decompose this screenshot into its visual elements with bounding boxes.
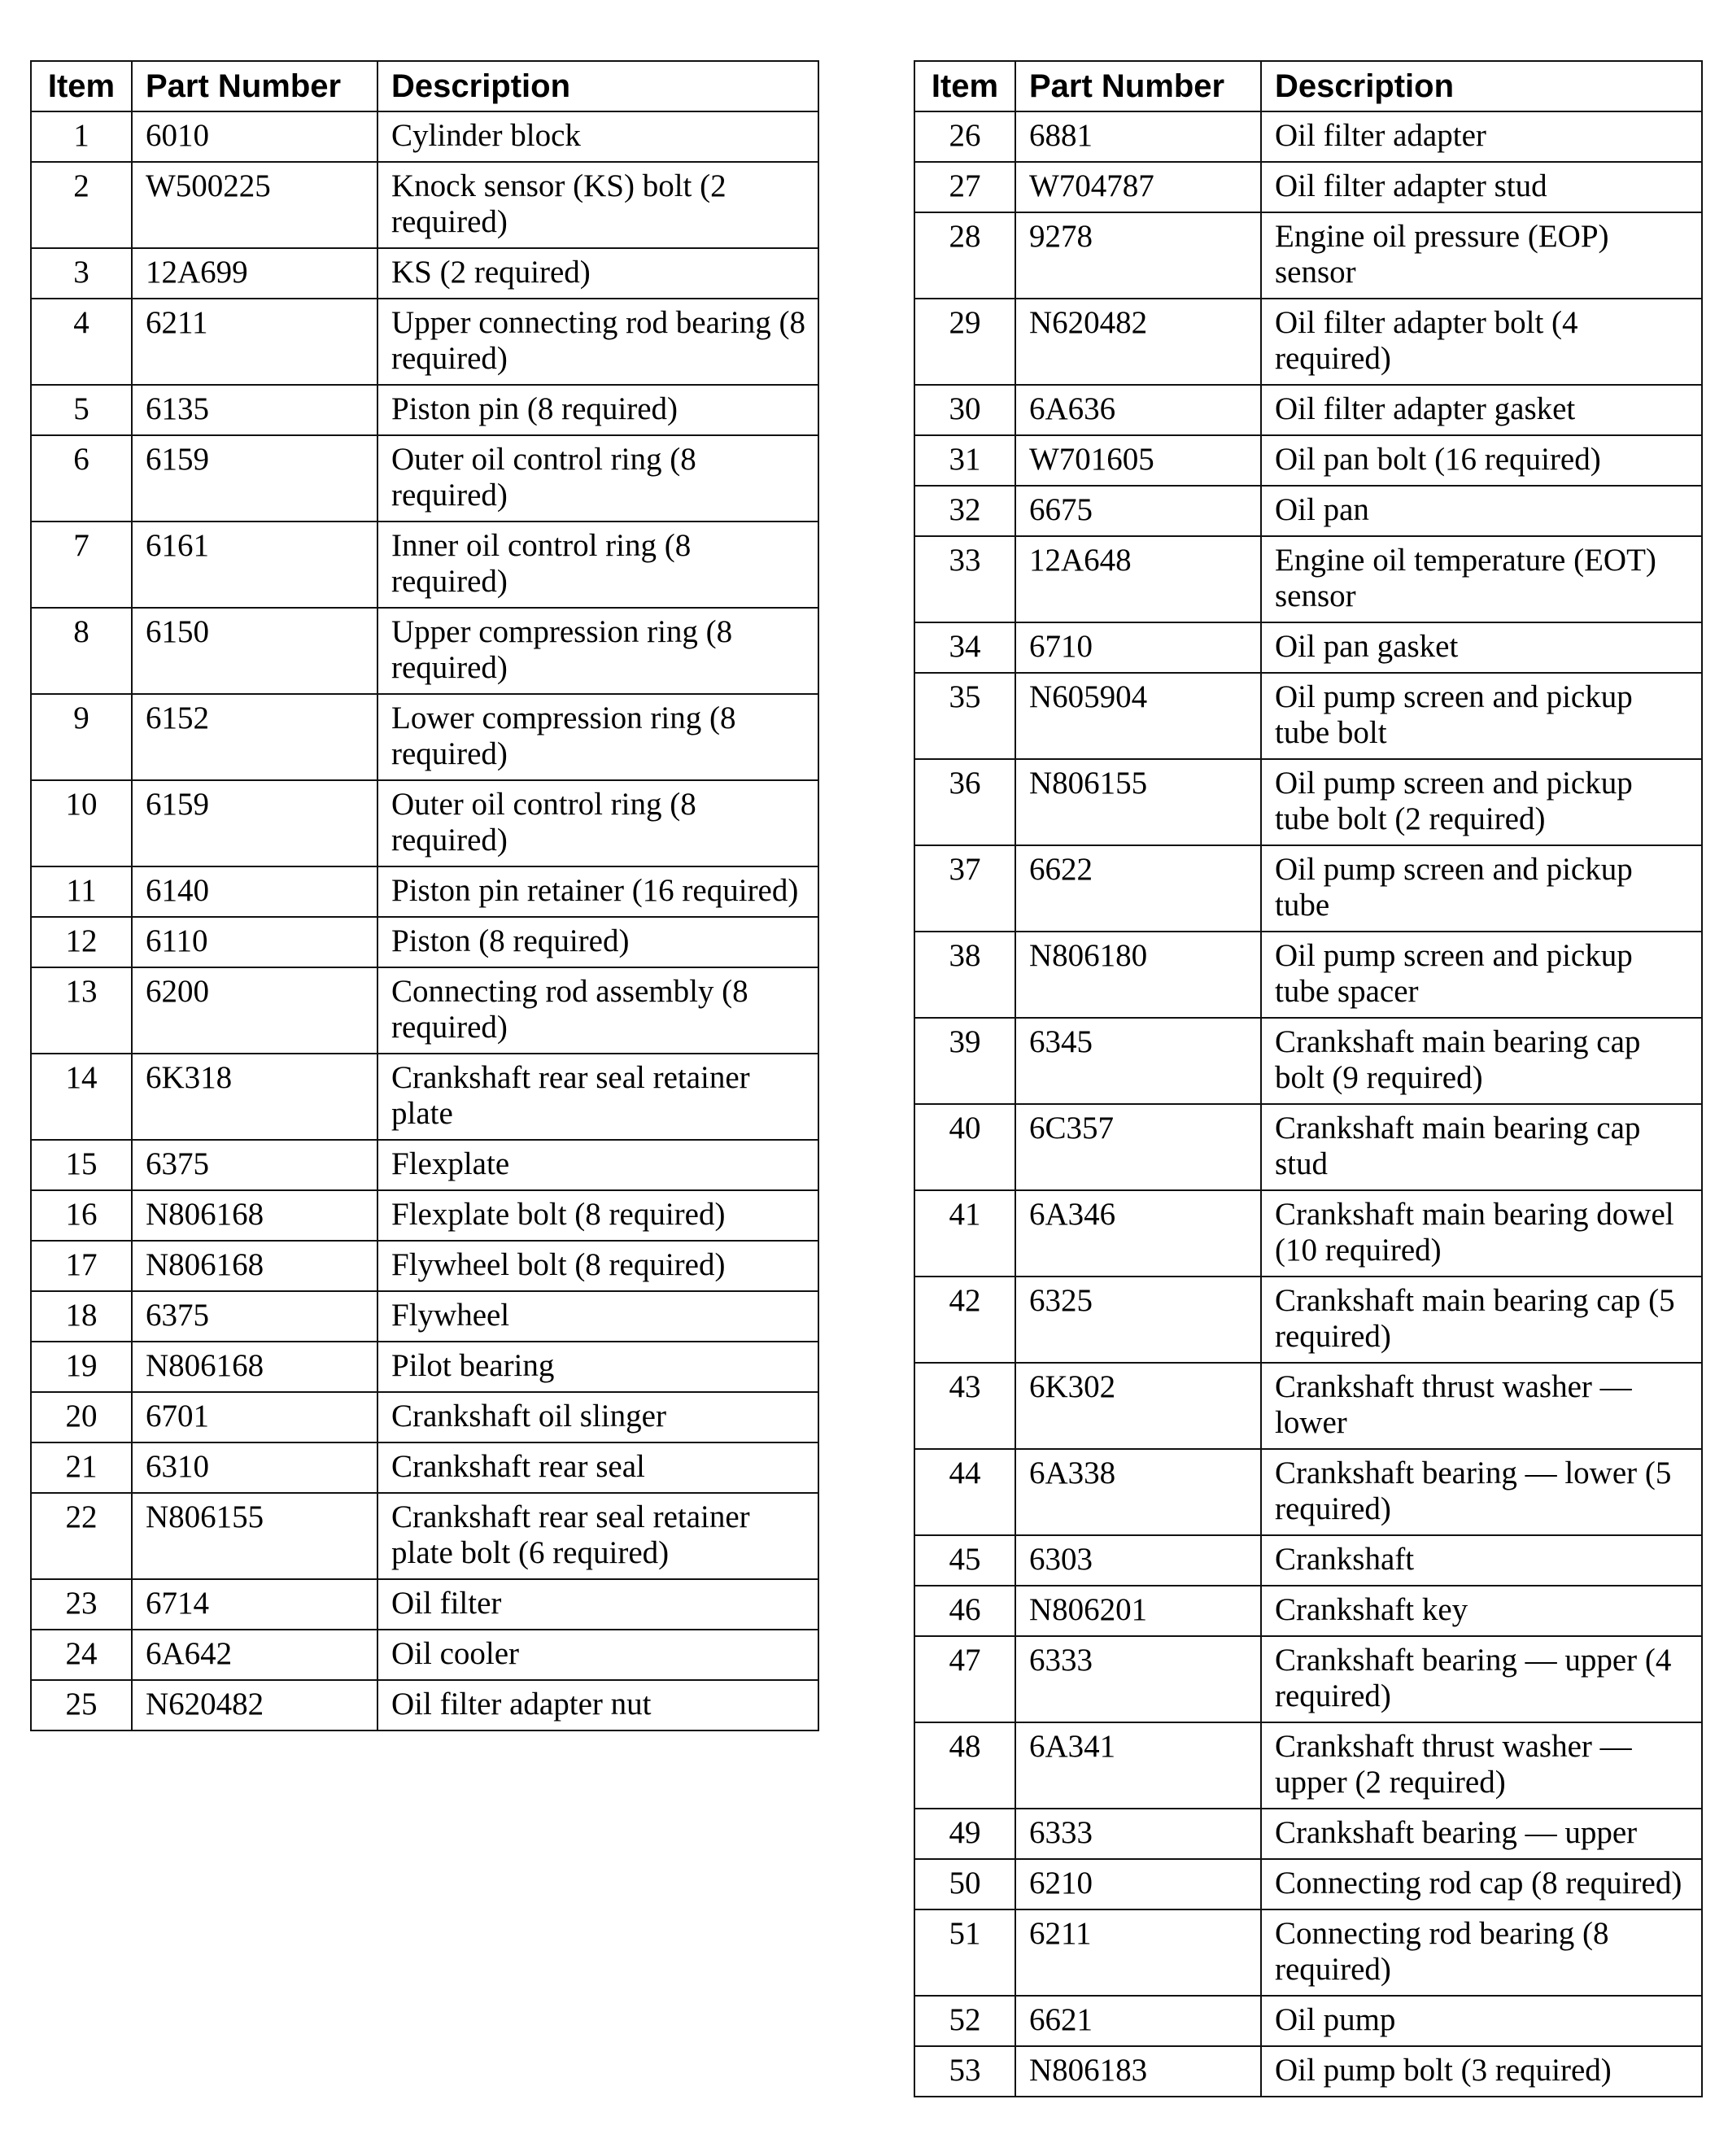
item-number-cell: 10: [31, 780, 132, 866]
item-number-cell: 44: [914, 1449, 1015, 1535]
description-cell: Piston pin retainer (16 required): [377, 866, 818, 917]
part-number-cell: 6A341: [1015, 1722, 1261, 1809]
part-number-cell: 6A338: [1015, 1449, 1261, 1535]
item-number-cell: 30: [914, 385, 1015, 435]
item-number-cell: 20: [31, 1392, 132, 1442]
table-row: [31, 780, 818, 866]
part-number-cell: N806155: [132, 1493, 377, 1579]
item-number-cell: 17: [31, 1241, 132, 1291]
part-number-cell: N806168: [132, 1241, 377, 1291]
part-number-cell: 12A699: [132, 248, 377, 299]
part-number-cell: 6210: [1015, 1859, 1261, 1909]
part-number-cell: 12A648: [1015, 536, 1261, 622]
part-number-cell: N620482: [132, 1680, 377, 1730]
description-cell: Piston pin (8 required): [377, 385, 818, 435]
description-cell: Inner oil control ring (8 required): [377, 522, 818, 608]
item-number-cell: 38: [914, 932, 1015, 1018]
part-number-cell: 6622: [1015, 845, 1261, 932]
table-row: [31, 1579, 818, 1630]
description-cell: Crankshaft rear seal retainer plate: [377, 1054, 818, 1140]
part-number-cell: 6211: [1015, 1909, 1261, 1996]
item-number-cell: 42: [914, 1277, 1015, 1363]
part-number-cell: W500225: [132, 162, 377, 248]
table-row: [31, 1442, 818, 1493]
item-number-cell: 24: [31, 1630, 132, 1680]
description-cell: Crankshaft main bearing cap (5 required): [1261, 1277, 1702, 1363]
description-cell: Crankshaft rear seal: [377, 1442, 818, 1493]
part-number-cell: W701605: [1015, 435, 1261, 486]
item-number-cell: 8: [31, 608, 132, 694]
table-row: [31, 866, 818, 917]
part-number-cell: 6714: [132, 1579, 377, 1630]
item-number-cell: 15: [31, 1140, 132, 1190]
item-number-cell: 21: [31, 1442, 132, 1493]
table-row: [914, 111, 1702, 162]
part-number-cell: N806183: [1015, 2046, 1261, 2097]
column-header-item: Item: [31, 61, 132, 111]
table-row: [31, 1291, 818, 1342]
table-row: [31, 1630, 818, 1680]
description-cell: Oil pump: [1261, 1996, 1702, 2046]
item-number-cell: 50: [914, 1859, 1015, 1909]
table-row: [914, 162, 1702, 212]
description-cell: Connecting rod assembly (8 required): [377, 967, 818, 1054]
part-number-cell: 6152: [132, 694, 377, 780]
part-number-cell: 6675: [1015, 486, 1261, 536]
description-cell: Flexplate bolt (8 required): [377, 1190, 818, 1241]
item-number-cell: 12: [31, 917, 132, 967]
table-row: [914, 1636, 1702, 1722]
description-cell: Oil pan bolt (16 required): [1261, 435, 1702, 486]
description-cell: Connecting rod cap (8 required): [1261, 1859, 1702, 1909]
description-cell: Oil pump bolt (3 required): [1261, 2046, 1702, 2097]
item-number-cell: 23: [31, 1579, 132, 1630]
table-row: [31, 1392, 818, 1442]
item-number-cell: 49: [914, 1809, 1015, 1859]
table-header-row: [914, 61, 1702, 111]
item-number-cell: 11: [31, 866, 132, 917]
table-row: [914, 932, 1702, 1018]
description-cell: Oil filter adapter: [1261, 111, 1702, 162]
item-number-cell: 37: [914, 845, 1015, 932]
part-number-cell: 6710: [1015, 622, 1261, 673]
table-body-right: [914, 111, 1702, 2097]
table-row: [31, 435, 818, 522]
description-cell: Outer oil control ring (8 required): [377, 780, 818, 866]
part-number-cell: 6345: [1015, 1018, 1261, 1104]
table-row: [914, 536, 1702, 622]
item-number-cell: 29: [914, 299, 1015, 385]
item-number-cell: 18: [31, 1291, 132, 1342]
table-row: [31, 1342, 818, 1392]
table-row: [31, 694, 818, 780]
description-cell: Crankshaft main bearing cap bolt (9 required): [1261, 1018, 1702, 1104]
description-cell: Oil filter adapter bolt (4 required): [1261, 299, 1702, 385]
table-row: [914, 435, 1702, 486]
part-number-cell: W704787: [1015, 162, 1261, 212]
description-cell: Crankshaft main bearing dowel (10 required): [1261, 1190, 1702, 1277]
item-number-cell: 13: [31, 967, 132, 1054]
description-cell: Knock sensor (KS) bolt (2 required): [377, 162, 818, 248]
description-cell: Lower compression ring (8 required): [377, 694, 818, 780]
part-number-cell: 9278: [1015, 212, 1261, 299]
description-cell: Engine oil temperature (EOT) sensor: [1261, 536, 1702, 622]
table-row: [914, 1363, 1702, 1449]
table-row: [31, 1054, 818, 1140]
table-row: [31, 522, 818, 608]
part-number-cell: 6A636: [1015, 385, 1261, 435]
table-row: [914, 845, 1702, 932]
description-cell: Flexplate: [377, 1140, 818, 1190]
table-row: [914, 1277, 1702, 1363]
description-cell: Oil pump screen and pickup tube spacer: [1261, 932, 1702, 1018]
part-number-cell: 6C357: [1015, 1104, 1261, 1190]
column-header-part-number: Part Number: [132, 61, 377, 111]
part-number-cell: N620482: [1015, 299, 1261, 385]
part-number-cell: N806201: [1015, 1586, 1261, 1636]
part-number-cell: 6211: [132, 299, 377, 385]
item-number-cell: 4: [31, 299, 132, 385]
description-cell: Oil pan gasket: [1261, 622, 1702, 673]
item-number-cell: 19: [31, 1342, 132, 1392]
description-cell: Flywheel: [377, 1291, 818, 1342]
part-number-cell: 6161: [132, 522, 377, 608]
item-number-cell: 51: [914, 1909, 1015, 1996]
table-row: [31, 299, 818, 385]
item-number-cell: 14: [31, 1054, 132, 1140]
table-row: [914, 1018, 1702, 1104]
description-cell: Cylinder block: [377, 111, 818, 162]
table-header-row: [31, 61, 818, 111]
item-number-cell: 40: [914, 1104, 1015, 1190]
table-row: [914, 1104, 1702, 1190]
part-number-cell: 6140: [132, 866, 377, 917]
column-header-part-number: Part Number: [1015, 61, 1261, 111]
description-cell: Crankshaft thrust washer — upper (2 required): [1261, 1722, 1702, 1809]
part-number-cell: 6325: [1015, 1277, 1261, 1363]
item-number-cell: 3: [31, 248, 132, 299]
table-row: [914, 299, 1702, 385]
part-number-cell: N605904: [1015, 673, 1261, 759]
description-cell: Crankshaft main bearing cap stud: [1261, 1104, 1702, 1190]
description-cell: Upper connecting rod bearing (8 required): [377, 299, 818, 385]
item-number-cell: 43: [914, 1363, 1015, 1449]
table-row: [914, 1909, 1702, 1996]
description-cell: Oil filter: [377, 1579, 818, 1630]
item-number-cell: 35: [914, 673, 1015, 759]
description-cell: Crankshaft: [1261, 1535, 1702, 1586]
part-number-cell: 6375: [132, 1140, 377, 1190]
part-number-cell: N806168: [132, 1190, 377, 1241]
description-cell: Oil pan: [1261, 486, 1702, 536]
item-number-cell: 47: [914, 1636, 1015, 1722]
item-number-cell: 27: [914, 162, 1015, 212]
item-number-cell: 39: [914, 1018, 1015, 1104]
table-row: [31, 1493, 818, 1579]
description-cell: Piston (8 required): [377, 917, 818, 967]
description-cell: KS (2 required): [377, 248, 818, 299]
description-cell: Oil filter adapter nut: [377, 1680, 818, 1730]
part-number-cell: N806168: [132, 1342, 377, 1392]
item-number-cell: 16: [31, 1190, 132, 1241]
description-cell: Upper compression ring (8 required): [377, 608, 818, 694]
item-number-cell: 52: [914, 1996, 1015, 2046]
table-row: [914, 1996, 1702, 2046]
part-number-cell: 6A642: [132, 1630, 377, 1680]
table-row: [914, 1449, 1702, 1535]
description-cell: Engine oil pressure (EOP) sensor: [1261, 212, 1702, 299]
part-number-cell: 6A346: [1015, 1190, 1261, 1277]
table-row: [31, 162, 818, 248]
description-cell: Pilot bearing: [377, 1342, 818, 1392]
description-cell: Oil pump screen and pickup tube bolt (2 required): [1261, 759, 1702, 845]
column-header-description: Description: [377, 61, 818, 111]
item-number-cell: 9: [31, 694, 132, 780]
table-row: [914, 759, 1702, 845]
item-number-cell: 32: [914, 486, 1015, 536]
part-number-cell: 6135: [132, 385, 377, 435]
item-number-cell: 5: [31, 385, 132, 435]
column-header-item: Item: [914, 61, 1015, 111]
item-number-cell: 2: [31, 162, 132, 248]
description-cell: Flywheel bolt (8 required): [377, 1241, 818, 1291]
part-number-cell: 6150: [132, 608, 377, 694]
part-number-cell: 6881: [1015, 111, 1261, 162]
part-number-cell: 6333: [1015, 1636, 1261, 1722]
table-row: [914, 486, 1702, 536]
column-header-description: Description: [1261, 61, 1702, 111]
item-number-cell: 33: [914, 536, 1015, 622]
item-number-cell: 6: [31, 435, 132, 522]
part-number-cell: 6200: [132, 967, 377, 1054]
table-row: [914, 622, 1702, 673]
description-cell: Outer oil control ring (8 required): [377, 435, 818, 522]
table-row: [914, 385, 1702, 435]
item-number-cell: 53: [914, 2046, 1015, 2097]
table-row: [31, 1241, 818, 1291]
table-row: [31, 1140, 818, 1190]
description-cell: Oil pump screen and pickup tube bolt: [1261, 673, 1702, 759]
part-number-cell: 6159: [132, 780, 377, 866]
part-number-cell: 6621: [1015, 1996, 1261, 2046]
description-cell: Oil cooler: [377, 1630, 818, 1680]
part-number-cell: 6303: [1015, 1535, 1261, 1586]
part-number-cell: N806180: [1015, 932, 1261, 1018]
part-number-cell: N806155: [1015, 759, 1261, 845]
table-body-left: [31, 111, 818, 1730]
item-number-cell: 48: [914, 1722, 1015, 1809]
item-number-cell: 28: [914, 212, 1015, 299]
description-cell: Crankshaft rear seal retainer plate bolt (6 required): [377, 1493, 818, 1579]
table-row: [31, 111, 818, 162]
item-number-cell: 26: [914, 111, 1015, 162]
table-row: [914, 1190, 1702, 1277]
item-number-cell: 25: [31, 1680, 132, 1730]
part-number-cell: 6333: [1015, 1809, 1261, 1859]
part-number-cell: 6010: [132, 111, 377, 162]
item-number-cell: 7: [31, 522, 132, 608]
part-number-cell: 6701: [132, 1392, 377, 1442]
part-number-cell: 6110: [132, 917, 377, 967]
description-cell: Crankshaft bearing — upper: [1261, 1809, 1702, 1859]
item-number-cell: 31: [914, 435, 1015, 486]
item-number-cell: 41: [914, 1190, 1015, 1277]
description-cell: Crankshaft bearing — upper (4 required): [1261, 1636, 1702, 1722]
table-row: [31, 248, 818, 299]
table-row: [914, 1586, 1702, 1636]
parts-table-right: [914, 60, 1703, 2097]
item-number-cell: 34: [914, 622, 1015, 673]
part-number-cell: 6310: [132, 1442, 377, 1493]
part-number-cell: 6159: [132, 435, 377, 522]
description-cell: Connecting rod bearing (8 required): [1261, 1909, 1702, 1996]
item-number-cell: 22: [31, 1493, 132, 1579]
description-cell: Crankshaft bearing — lower (5 required): [1261, 1449, 1702, 1535]
description-cell: Oil filter adapter gasket: [1261, 385, 1702, 435]
item-number-cell: 36: [914, 759, 1015, 845]
item-number-cell: 46: [914, 1586, 1015, 1636]
part-number-cell: 6K318: [132, 1054, 377, 1140]
table-row: [914, 2046, 1702, 2097]
description-cell: Crankshaft thrust washer — lower: [1261, 1363, 1702, 1449]
table-row: [31, 385, 818, 435]
description-cell: Crankshaft oil slinger: [377, 1392, 818, 1442]
table-row: [31, 1680, 818, 1730]
part-number-cell: 6375: [132, 1291, 377, 1342]
parts-table-left: [30, 60, 819, 1731]
table-row: [914, 1535, 1702, 1586]
table-row: [31, 967, 818, 1054]
description-cell: Oil filter adapter stud: [1261, 162, 1702, 212]
table-row: [31, 1190, 818, 1241]
table-row: [914, 212, 1702, 299]
description-cell: Crankshaft key: [1261, 1586, 1702, 1636]
table-row: [31, 917, 818, 967]
table-row: [914, 1859, 1702, 1909]
description-cell: Oil pump screen and pickup tube: [1261, 845, 1702, 932]
table-row: [914, 1809, 1702, 1859]
table-row: [914, 673, 1702, 759]
item-number-cell: 45: [914, 1535, 1015, 1586]
table-row: [914, 1722, 1702, 1809]
item-number-cell: 1: [31, 111, 132, 162]
part-number-cell: 6K302: [1015, 1363, 1261, 1449]
table-row: [31, 608, 818, 694]
